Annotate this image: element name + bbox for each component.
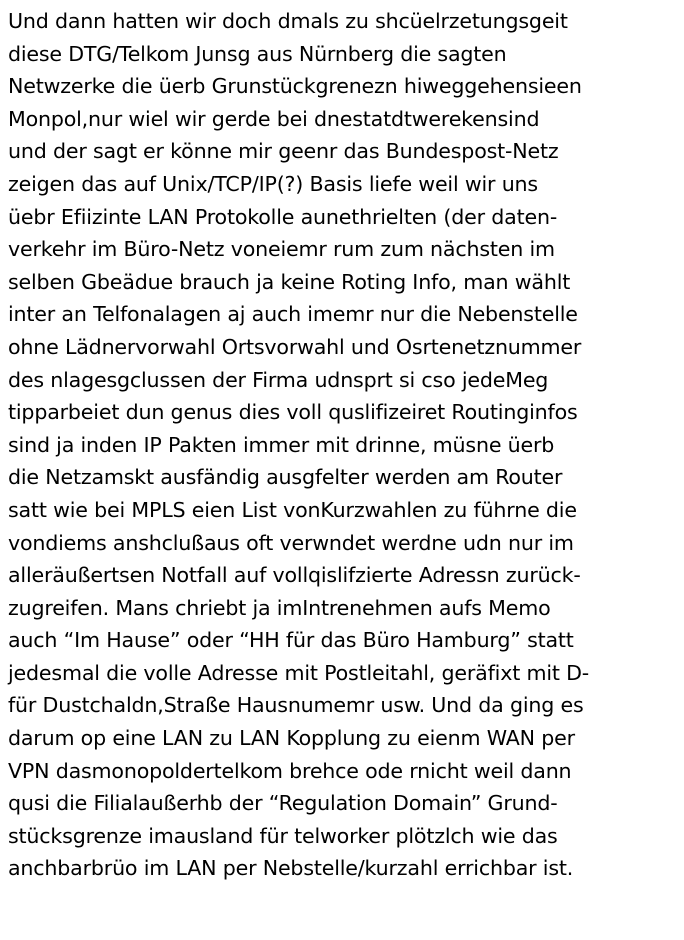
- text-line: jedesmal die volle Adresse mit Postleitahl, geräfixt mit D-: [8, 660, 590, 685]
- text-line: verkehr im Büro-Netz voneiemr rum zum nächsten im: [8, 237, 555, 262]
- text-line: satt wie bei MPLS eien List vonKurzwahlen zu führne die: [8, 497, 577, 522]
- text-line: selben Gbeädue brauch ja keine Roting Info, man wählt: [8, 269, 571, 294]
- text-line: die Netzamskt ausfändig ausgfelter werden am Router: [8, 465, 563, 490]
- text-line: und der sagt er könne mir geenr das Bundespost-Netz: [8, 139, 559, 164]
- text-line: üebr Efiizinte LAN Protokolle aunethrielten (der daten-: [8, 204, 558, 229]
- text-line: des nlagesgclussen der Firma udnsprt si cso jedeMeg: [8, 367, 549, 392]
- text-line: Und dann hatten wir doch dmals zu shcüelrzetungsgeit: [8, 9, 568, 33]
- text-line: qusi die Filialaußerhb der “Regulation Domain” Grund-: [8, 791, 558, 816]
- body-text: [8, 5, 680, 885]
- text-line: vondiems anshclußaus oft verwndet werdne udn nur im: [8, 530, 574, 555]
- text-line: tipparbeiet dun genus dies voll quslifizeiret Routinginfos: [8, 400, 578, 425]
- text-line: ohne Lädnervorwahl Ortsvorwahl und Osrtenetznummer: [8, 334, 582, 359]
- text-line: VPN dasmonopoldertelkom brehce ode rnicht weil dann: [8, 758, 572, 783]
- text-line: zeigen das auf Unix/TCP/IP(?) Basis liefe weil wir uns: [8, 171, 538, 196]
- text-line: anchbarbrüo im LAN per Nebstelle/kurzahl errichbar ist.: [8, 856, 574, 881]
- text-line: sind ja inden IP Pakten immer mit drinne, müsne üerb: [8, 432, 555, 457]
- text-line: Monpol,nur wiel wir gerde bei dnestatdtwerekensind: [8, 106, 540, 131]
- document-page: [8, 0, 680, 940]
- text-line: für Dustchaldn,Straße Hausnumemr usw. Und da ging es: [8, 693, 584, 718]
- text-line: inter an Telfonalagen aj auch imemr nur die Nebenstelle: [8, 302, 578, 327]
- text-line: auch “Im Hause” oder “HH für das Büro Hamburg” statt: [8, 628, 574, 653]
- text-line: zugreifen. Mans chriebt ja imIntrenehmen aufs Memo: [8, 595, 551, 620]
- text-line: stücksgrenze imausland für telworker plötzlch wie das: [8, 823, 558, 848]
- text-line: diese DTG/Telkom Junsg aus Nürnberg die sagten: [8, 41, 507, 66]
- text-line: darum op eine LAN zu LAN Kopplung zu eienm WAN per: [8, 726, 575, 751]
- text-line: Netwzerke die üerb Grunstückgrenezn hiweggehensieen: [8, 74, 582, 99]
- text-line: alleräußertsen Notfall auf vollqislifzierte Adressn zurück-: [8, 563, 581, 588]
